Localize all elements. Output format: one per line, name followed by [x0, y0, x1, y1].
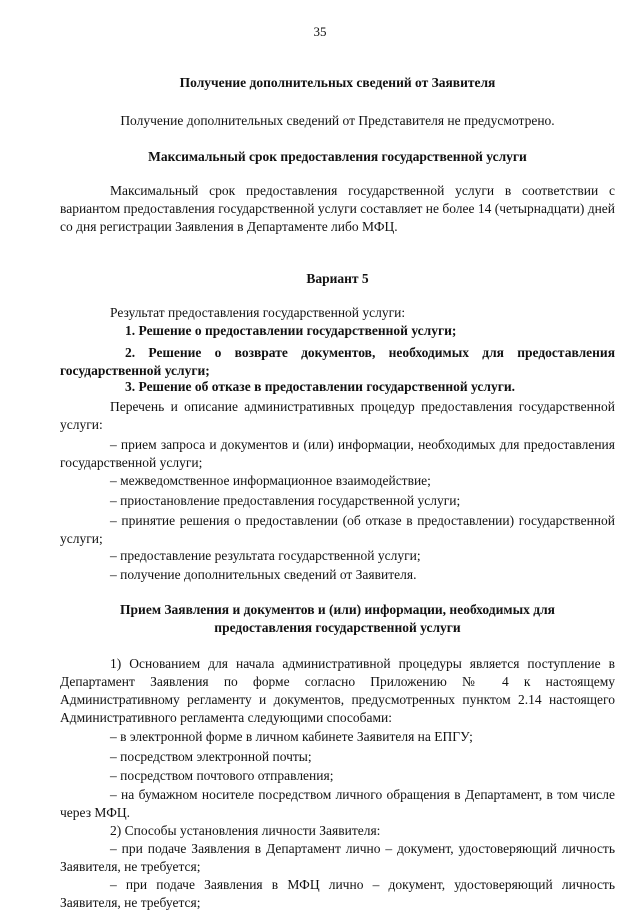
method-item-2: – посредством электронной почты; — [110, 749, 312, 764]
procedure-item-4: – принятие решения о предоставлении (об отказе в предоставлении) государственной услуги; — [60, 513, 615, 546]
paragraph-additional-info: Получение дополнительных сведений от Представителя не предусмотрено. — [120, 113, 555, 128]
identity-item-1: – при подаче Заявления в Департамент лично – документ, удостоверяющий личность Заявителя, не требуется; — [60, 841, 615, 874]
paragraph-max-term: Максимальный срок предоставления государственной услуги в соответствии с вариантом предоставления государственной услуги составляет не более 14 (четырнадцати) дней со дня регистрации Заявления в Департаменте либо МФЦ. — [60, 183, 616, 234]
result-intro: Результат предоставления государственной услуги: — [110, 305, 406, 320]
result-item-3: 3. Решение об отказе в предоставлении государственной услуги. — [125, 379, 515, 394]
paragraph-identity: 2) Способы установления личности Заявителя: — [110, 823, 381, 838]
section-heading-reception-1: Прием Заявления и документов и (или) информации, необходимых для — [120, 602, 555, 617]
section-heading-reception-2: предоставления государственной услуги — [214, 620, 461, 635]
method-item-4: – на бумажном носителе посредством личного обращения в Департамент, в том числе через МФЦ. — [60, 787, 615, 820]
paragraph-basis: 1) Основанием для начала административной процедуры является поступление в Департамент Заявления по форме согласно Приложению № 4 к настоящему Административному регламенту и документов, предусмотренных пунктом 2.14 настоящего Административного регламента следующими способами: — [60, 656, 615, 725]
procedure-item-5: – предоставление результата государственной услуги; — [110, 548, 421, 563]
procedure-item-2: – межведомственное информационное взаимодействие; — [110, 473, 431, 488]
page-number: 35 — [313, 24, 327, 39]
variant-heading: Вариант 5 — [306, 271, 369, 286]
result-item-1: 1. Решение о предоставлении государственной услуги; — [125, 323, 457, 338]
identity-item-2: – при подаче Заявления в МФЦ лично – документ, удостоверяющий личность Заявителя, не требуется; — [60, 877, 615, 910]
procedure-item-3: – приостановление предоставления государственной услуги; — [110, 493, 461, 508]
result-item-2: 2. Решение о возврате документов, необходимых для предоставления государственной услуги; — [60, 345, 615, 378]
method-item-1: – в электронной форме в личном кабинете Заявителя на ЕПГУ; — [110, 729, 473, 744]
procedure-item-6: – получение дополнительных сведений от Заявителя. — [110, 567, 417, 582]
procedures-intro: Перечень и описание административных процедур предоставления государственной услуги: — [60, 399, 615, 432]
method-item-3: – посредством почтового отправления; — [110, 768, 334, 783]
procedure-item-1: – прием запроса и документов и (или) информации, необходимых для предоставления государственной услуги; — [60, 437, 615, 470]
section-heading-max-term: Максимальный срок предоставления государственной услуги — [148, 149, 527, 164]
section-heading-additional-info: Получение дополнительных сведений от Заявителя — [179, 75, 496, 90]
